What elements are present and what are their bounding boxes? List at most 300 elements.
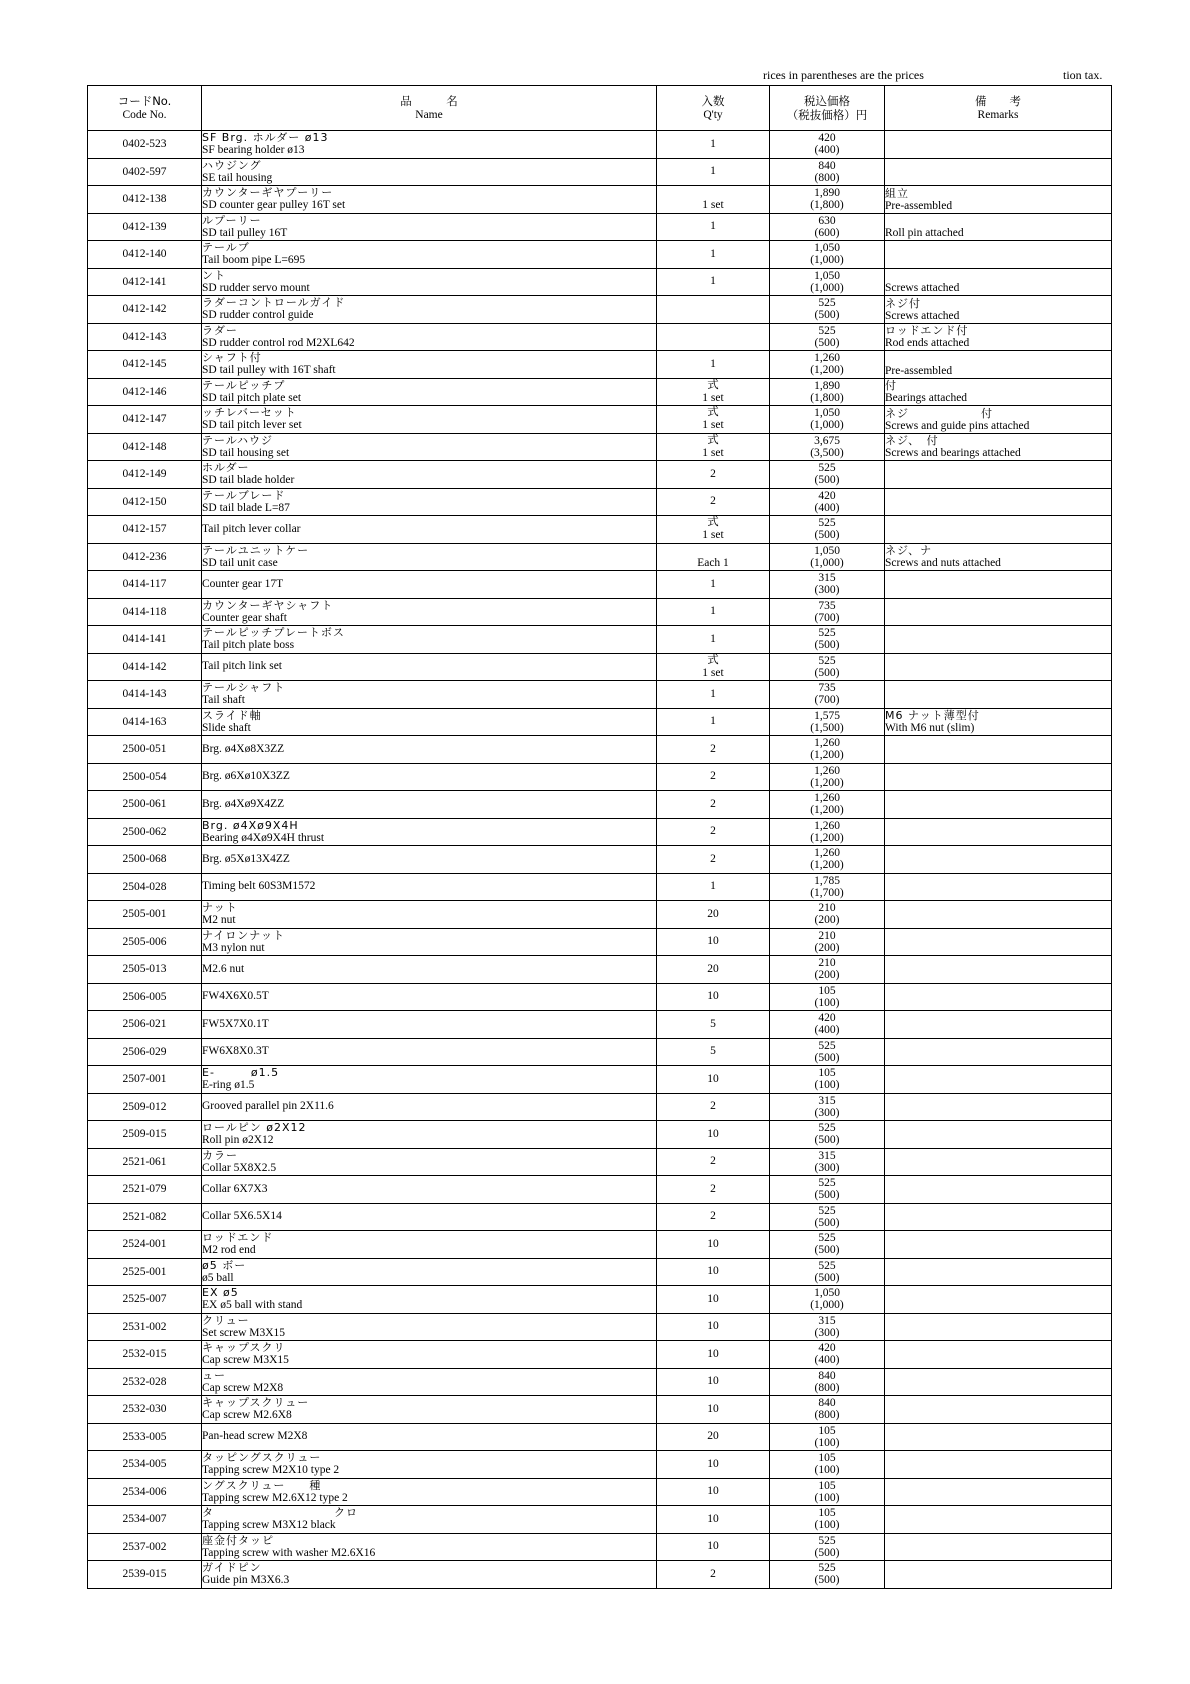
price-incl-tax: 105: [818, 984, 836, 997]
part-qty-line: 1: [710, 577, 716, 590]
part-name: [202, 296, 657, 324]
part-price: [770, 186, 885, 214]
part-remarks: [885, 461, 1112, 489]
part-name: [202, 1066, 657, 1094]
part-name-en: Guide pin M3X6.3: [202, 1574, 290, 1587]
part-remarks: [885, 846, 1112, 874]
price-excl-tax: (1,200): [810, 776, 844, 789]
part-remarks: [885, 378, 1112, 406]
part-qty: [657, 1478, 770, 1506]
part-name-en: SD tail blade holder: [202, 474, 295, 487]
part-qty-line: 2: [710, 770, 716, 783]
part-qty-line: 2: [710, 495, 716, 508]
part-qty-line: 1: [710, 605, 716, 618]
part-qty-line: 2: [710, 1155, 716, 1168]
header-remarks-en: Remarks: [977, 109, 1019, 121]
part-name: [202, 626, 657, 654]
part-name-en: E-ring ø1.5: [202, 1079, 255, 1092]
price-incl-tax: 840: [818, 159, 836, 172]
part-name: [202, 461, 657, 489]
table-row: [88, 1423, 1112, 1451]
part-price: [770, 763, 885, 791]
part-name-jp: ュー: [202, 1368, 226, 1382]
price-incl-tax: 315: [818, 572, 836, 585]
part-name-jp: タ クロ: [202, 1506, 358, 1520]
part-qty-line: 1: [710, 165, 716, 178]
header-qty-jp: 入数: [701, 94, 725, 108]
part-remarks: [885, 1286, 1112, 1314]
table-row: [88, 1231, 1112, 1259]
price-incl-tax: 1,050: [814, 269, 840, 282]
part-price: [770, 1341, 885, 1369]
price-excl-tax: (100): [814, 1519, 840, 1532]
price-excl-tax: (1,500): [810, 721, 844, 734]
part-qty-line: 1: [710, 137, 716, 150]
part-name: [202, 763, 657, 791]
price-incl-tax: 210: [818, 902, 836, 915]
part-remarks: [885, 983, 1112, 1011]
part-name-en: Collar 5X8X2.5: [202, 1161, 277, 1174]
part-code: 0412-139: [88, 213, 202, 241]
part-remarks: [885, 1121, 1112, 1149]
header-code: [88, 86, 202, 131]
price-excl-tax: (500): [814, 1574, 840, 1587]
price-excl-tax: (1,700): [810, 886, 844, 899]
price-excl-tax: (100): [814, 1079, 840, 1092]
price-incl-tax: 1,260: [814, 764, 840, 777]
price-incl-tax: 1,260: [814, 847, 840, 860]
part-name: [202, 1148, 657, 1176]
part-remarks: [885, 1506, 1112, 1534]
part-code: 0412-236: [88, 543, 202, 571]
part-price: [770, 296, 885, 324]
part-remarks: [885, 1231, 1112, 1259]
part-price: [770, 268, 885, 296]
part-name: [202, 1231, 657, 1259]
price-incl-tax: 525: [818, 654, 836, 667]
part-name: [202, 736, 657, 764]
header-name: [202, 86, 657, 131]
table-row: [88, 351, 1112, 379]
part-qty-line: 1: [710, 247, 716, 260]
table-row: [88, 571, 1112, 599]
part-price: [770, 983, 885, 1011]
part-qty-line: 1: [710, 275, 716, 288]
part-name-en: Tail boom pipe L=695: [202, 254, 306, 267]
remark-line: ネジ、 付: [885, 434, 939, 447]
part-qty-line: 式: [707, 406, 719, 419]
header-price-jp2: （税抜価格）円: [786, 108, 868, 122]
part-qty: [657, 1176, 770, 1204]
part-qty: [657, 131, 770, 159]
part-name-jp: テールブ: [202, 241, 250, 255]
part-price: [770, 598, 885, 626]
part-name: [202, 598, 657, 626]
part-name: [202, 901, 657, 929]
remark-line: Screws and bearings attached: [885, 447, 1021, 459]
part-code: 2525-007: [88, 1286, 202, 1314]
header-remarks: [885, 86, 1112, 131]
part-name: [202, 928, 657, 956]
price-excl-tax: (500): [814, 666, 840, 679]
part-qty-line: 10: [707, 1237, 719, 1250]
part-name-en: Roll pin ø2X12: [202, 1134, 274, 1147]
part-name-jp: テールユニットケー: [202, 543, 310, 557]
part-code: 0412-149: [88, 461, 202, 489]
price-excl-tax: (1,200): [810, 831, 844, 844]
part-name-en: Grooved parallel pin 2X11.6: [202, 1100, 334, 1113]
part-name: [202, 653, 657, 681]
table-row: [88, 1176, 1112, 1204]
table-row: [88, 268, 1112, 296]
table-row: [88, 131, 1112, 159]
part-qty: [657, 928, 770, 956]
part-qty: [657, 213, 770, 241]
part-name-en: Tail pitch link set: [202, 660, 283, 673]
part-qty: [657, 1506, 770, 1534]
price-incl-tax: 525: [818, 1232, 836, 1245]
table-row: [88, 1368, 1112, 1396]
part-name: [202, 406, 657, 434]
price-incl-tax: 735: [818, 682, 836, 695]
part-qty-line: 1 set: [702, 666, 724, 679]
part-qty: [657, 1038, 770, 1066]
part-code: 0412-138: [88, 186, 202, 214]
part-code: 0412-157: [88, 516, 202, 544]
price-excl-tax: (500): [814, 1244, 840, 1257]
part-remarks: [885, 488, 1112, 516]
tax-note-left: rices in parentheses are the prices: [763, 68, 924, 82]
part-price: [770, 406, 885, 434]
part-qty-line: 10: [707, 1375, 719, 1388]
part-name-jp: キャップスクリュー: [202, 1396, 310, 1410]
part-price: [770, 241, 885, 269]
part-name-jp: シャフト付: [202, 351, 262, 365]
part-code: 2531-002: [88, 1313, 202, 1341]
part-remarks: [885, 1368, 1112, 1396]
part-name: [202, 213, 657, 241]
part-remarks: [885, 626, 1112, 654]
part-code: 2500-054: [88, 763, 202, 791]
part-price: [770, 351, 885, 379]
part-name: [202, 1341, 657, 1369]
part-qty: [657, 433, 770, 461]
part-name-en: Brg. ø6Xø10X3ZZ: [202, 770, 290, 783]
part-code: 0414-142: [88, 653, 202, 681]
part-price: [770, 1478, 885, 1506]
part-name: [202, 571, 657, 599]
part-name: [202, 1478, 657, 1506]
part-price: [770, 1093, 885, 1121]
part-code: 2525-001: [88, 1258, 202, 1286]
part-price: [770, 1423, 885, 1451]
part-code: 2534-006: [88, 1478, 202, 1506]
part-qty-line: 10: [707, 1540, 719, 1553]
part-qty: [657, 1011, 770, 1039]
part-name-en: Pan-head screw M2X8: [202, 1430, 308, 1443]
part-qty: [657, 378, 770, 406]
part-name: [202, 956, 657, 984]
part-name-en: Slide shaft: [202, 721, 251, 734]
table-row: [88, 378, 1112, 406]
part-price: [770, 956, 885, 984]
part-code: 2521-082: [88, 1203, 202, 1231]
part-name-en: FW6X8X0.3T: [202, 1045, 269, 1058]
part-name-jp: E- ø1.5: [202, 1066, 280, 1080]
part-qty-line: 2: [710, 1100, 716, 1113]
part-name-jp: ント: [202, 268, 226, 282]
part-name: [202, 433, 657, 461]
part-name-jp: スライド軸: [202, 708, 262, 722]
price-excl-tax: (1,000): [810, 419, 844, 432]
part-qty-line: 1: [710, 632, 716, 645]
part-name-jp: ッチレバーセット: [202, 406, 297, 420]
part-qty-line: 10: [707, 935, 719, 948]
part-qty: [657, 1313, 770, 1341]
part-name: [202, 1368, 657, 1396]
price-excl-tax: (500): [814, 1051, 840, 1064]
part-remarks: [885, 928, 1112, 956]
part-code: 2521-061: [88, 1148, 202, 1176]
part-remarks: [885, 571, 1112, 599]
part-remarks: [885, 956, 1112, 984]
part-name-en: Tapping screw M3X12 black: [202, 1519, 336, 1532]
table-row: [88, 1121, 1112, 1149]
part-name: [202, 1396, 657, 1424]
part-code: 2500-061: [88, 791, 202, 819]
part-qty: [657, 1066, 770, 1094]
part-qty: [657, 323, 770, 351]
part-name: [202, 873, 657, 901]
part-name-jp: ø5 ボー: [202, 1258, 247, 1272]
remark-line: With M6 nut (slim): [885, 722, 975, 734]
part-remarks: [885, 708, 1112, 736]
part-name: [202, 351, 657, 379]
part-name-en: SD rudder control rod M2XL642: [202, 336, 355, 349]
price-incl-tax: 3,675: [814, 434, 840, 447]
price-excl-tax: (800): [814, 1381, 840, 1394]
price-incl-tax: 1,260: [814, 737, 840, 750]
remark-line: Screws and guide pins attached: [885, 419, 1030, 432]
part-name-jp: タッピングスクリュー: [202, 1451, 322, 1465]
price-excl-tax: (3,500): [810, 446, 844, 459]
price-incl-tax: 1,260: [814, 792, 840, 805]
table-row: [88, 901, 1112, 929]
price-excl-tax: (300): [814, 1106, 840, 1119]
part-qty-line: 10: [707, 1127, 719, 1140]
price-excl-tax: (300): [814, 1161, 840, 1174]
price-incl-tax: 1,050: [814, 242, 840, 255]
price-excl-tax: (1,000): [810, 254, 844, 267]
part-qty: [657, 1533, 770, 1561]
table-row: [88, 626, 1112, 654]
price-incl-tax: 420: [818, 1012, 836, 1025]
header-price-jp1: 税込価格: [804, 94, 850, 108]
part-name-en: SD tail pitch lever set: [202, 419, 302, 432]
price-incl-tax: 1,260: [814, 819, 840, 832]
price-incl-tax: 105: [818, 1479, 836, 1492]
part-name: [202, 818, 657, 846]
price-incl-tax: 1,575: [814, 709, 840, 722]
part-name: [202, 488, 657, 516]
part-name-jp: ロッドエンド: [202, 1231, 274, 1245]
part-code: 2507-001: [88, 1066, 202, 1094]
remark-line: ネジ付: [885, 296, 921, 310]
price-excl-tax: (300): [814, 584, 840, 597]
table-row: [88, 1011, 1112, 1039]
table-row: [88, 1286, 1112, 1314]
table-row: [88, 1313, 1112, 1341]
part-price: [770, 1313, 885, 1341]
part-qty-line: 5: [710, 1017, 716, 1030]
part-name: [202, 1423, 657, 1451]
remark-line: Bearings attached: [885, 392, 968, 404]
part-name: [202, 186, 657, 214]
part-qty-line: 1: [710, 880, 716, 893]
part-qty: [657, 873, 770, 901]
part-qty-line: 10: [707, 1320, 719, 1333]
price-incl-tax: 525: [818, 324, 836, 337]
part-name-en: Tail pitch plate boss: [202, 639, 295, 652]
price-excl-tax: (1,800): [810, 199, 844, 212]
part-qty-line: 20: [707, 907, 719, 920]
price-excl-tax: (500): [814, 1271, 840, 1284]
remark-line: ロッドエンド付: [885, 324, 969, 337]
price-incl-tax: 840: [818, 1369, 836, 1382]
price-incl-tax: 525: [818, 627, 836, 640]
part-qty: [657, 1093, 770, 1121]
part-code: 2505-001: [88, 901, 202, 929]
part-name-en: Cap screw M2.6X8: [202, 1409, 292, 1422]
part-name-jp: ホルダー: [202, 461, 250, 475]
part-qty-line: 式: [707, 378, 719, 391]
part-price: [770, 1286, 885, 1314]
table-row: [88, 1203, 1112, 1231]
part-remarks: [885, 1341, 1112, 1369]
part-code: 0414-163: [88, 708, 202, 736]
table-row: [88, 1451, 1112, 1479]
part-qty-line: 1 set: [702, 199, 724, 212]
table-row: [88, 681, 1112, 709]
part-name-jp: ルプーリー: [202, 213, 262, 227]
price-incl-tax: 105: [818, 1067, 836, 1080]
part-name: [202, 708, 657, 736]
price-incl-tax: 525: [818, 1039, 836, 1052]
part-remarks: [885, 1258, 1112, 1286]
part-name-jp: ラダー: [202, 323, 238, 337]
part-name-jp: EX ø5: [202, 1286, 239, 1300]
price-excl-tax: (200): [814, 914, 840, 927]
part-remarks: [885, 736, 1112, 764]
table-row: [88, 1478, 1112, 1506]
price-excl-tax: (500): [814, 1134, 840, 1147]
price-excl-tax: (400): [814, 501, 840, 514]
price-incl-tax: 525: [818, 1122, 836, 1135]
table-row: [88, 736, 1112, 764]
price-incl-tax: 420: [818, 1342, 836, 1355]
table-row: [88, 516, 1112, 544]
part-qty: [657, 296, 770, 324]
part-remarks: [885, 1451, 1112, 1479]
part-name: [202, 158, 657, 186]
part-code: 2505-006: [88, 928, 202, 956]
part-qty-line: [657, 186, 769, 199]
part-name-en: SE tail housing: [202, 171, 273, 184]
part-name-en: Tail shaft: [202, 694, 245, 707]
price-incl-tax: 525: [818, 1259, 836, 1272]
remark-line: Screws attached: [885, 309, 960, 322]
price-incl-tax: 315: [818, 1149, 836, 1162]
table-row: [88, 1396, 1112, 1424]
part-code: 2534-005: [88, 1451, 202, 1479]
part-qty: [657, 983, 770, 1011]
part-qty-line: 2: [710, 852, 716, 865]
part-name: [202, 1121, 657, 1149]
part-name: [202, 1203, 657, 1231]
remark-line: M6 ナット薄型付: [885, 709, 980, 722]
table-row: [88, 1561, 1112, 1589]
part-remarks: [885, 1396, 1112, 1424]
part-qty: [657, 626, 770, 654]
part-qty: [657, 461, 770, 489]
part-name-jp: テールハウジ: [202, 433, 274, 447]
part-price: [770, 1368, 885, 1396]
part-price: [770, 736, 885, 764]
price-incl-tax: 315: [818, 1094, 836, 1107]
part-name-en: Tapping screw with washer M2.6X16: [202, 1546, 376, 1559]
price-incl-tax: 525: [818, 517, 836, 530]
part-qty: [657, 956, 770, 984]
part-price: [770, 901, 885, 929]
table-row: [88, 186, 1112, 214]
part-name-en: Brg. ø4Xø8X3ZZ: [202, 742, 285, 755]
part-qty-line: 2: [710, 742, 716, 755]
price-excl-tax: (1,000): [810, 1299, 844, 1312]
part-remarks: [885, 1423, 1112, 1451]
part-name-jp: ロールピン ø2X12: [202, 1121, 307, 1135]
part-remarks: [885, 186, 1112, 214]
part-price: [770, 1121, 885, 1149]
part-qty: [657, 1396, 770, 1424]
price-excl-tax: (600): [814, 226, 840, 239]
part-name-en: M2.6 nut: [202, 962, 245, 975]
part-price: [770, 1038, 885, 1066]
part-qty-line: 20: [707, 962, 719, 975]
part-remarks: [885, 681, 1112, 709]
table-header-row: [88, 86, 1112, 131]
part-name-en: M3 nylon nut: [202, 941, 265, 954]
remark-line: ネジ、ナ: [885, 544, 933, 557]
price-incl-tax: 525: [818, 462, 836, 475]
table-row: [88, 433, 1112, 461]
part-remarks: [885, 351, 1112, 379]
part-name-en: Cap screw M2X8: [202, 1381, 284, 1394]
part-qty: [657, 351, 770, 379]
part-qty-line: 10: [707, 1072, 719, 1085]
price-excl-tax: (500): [814, 1189, 840, 1202]
part-price: [770, 378, 885, 406]
price-incl-tax: 525: [818, 297, 836, 310]
price-excl-tax: (100): [814, 996, 840, 1009]
part-qty: [657, 1148, 770, 1176]
part-qty-line: 式: [707, 653, 719, 666]
part-remarks: [885, 241, 1112, 269]
part-name-jp: SF Brg. ホルダー ø13: [202, 131, 329, 145]
part-price: [770, 543, 885, 571]
price-incl-tax: 1,890: [814, 379, 840, 392]
part-qty-line: 2: [710, 1210, 716, 1223]
part-price: [770, 1561, 885, 1589]
